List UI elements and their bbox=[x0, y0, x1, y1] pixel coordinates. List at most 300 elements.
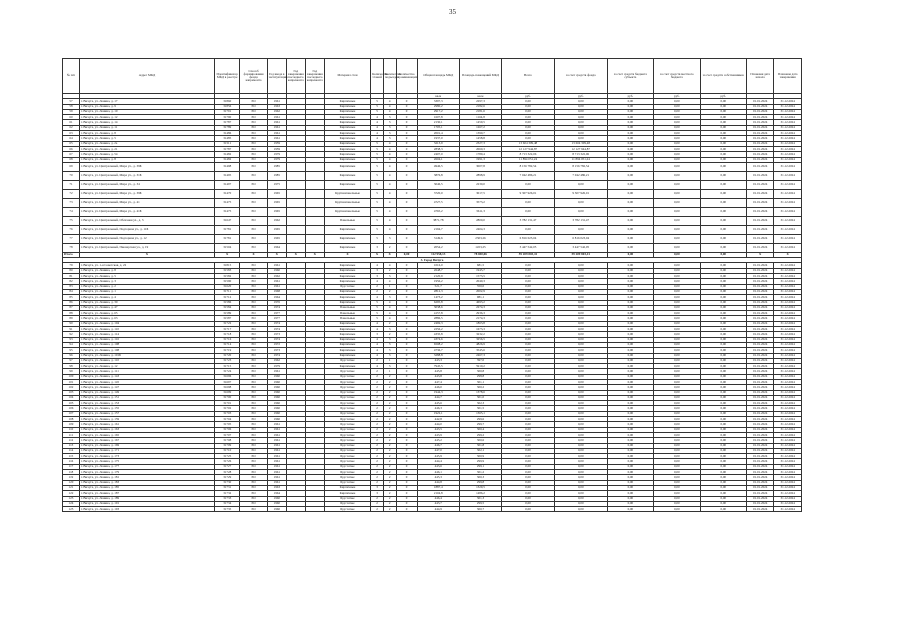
cell-a1: 2648,7 bbox=[417, 268, 459, 273]
cell-f4: 0,00 bbox=[700, 207, 746, 216]
empty-cell bbox=[286, 189, 305, 198]
cell-f1: 0,00 bbox=[554, 327, 607, 332]
cell-a2: 2182,6 bbox=[459, 104, 501, 109]
cell-fl: 2 bbox=[371, 496, 384, 501]
cell-f4: 0,00 bbox=[700, 374, 746, 379]
cell-f4: 0,00 bbox=[700, 234, 746, 243]
capital-repair-register-table bbox=[62, 58, 802, 512]
cell-y1: 1960 bbox=[267, 379, 286, 384]
cell-f1: 6 816 023,04 bbox=[554, 234, 607, 243]
cell-addr: г. Вичуга, ул. Ленина, д. 110 bbox=[79, 327, 214, 332]
total-cell: Х bbox=[79, 252, 214, 257]
cell-f4: 0,00 bbox=[700, 448, 746, 453]
cell-fl: 5 bbox=[371, 234, 384, 243]
cell-a1: 1705,1 bbox=[417, 125, 459, 130]
cell-wall: Брусчатые bbox=[324, 401, 370, 406]
cell-f3: 0,00 bbox=[654, 120, 700, 125]
cell-addr: г. Вичуга, ул. Центральный, Мира ул., д. 41 bbox=[79, 198, 214, 207]
cell-fl: 2 bbox=[371, 507, 384, 512]
cell-fl: 2 bbox=[371, 369, 384, 374]
cell-addr: г. Вичуга, ул. Ленина, д. 171 bbox=[79, 448, 214, 453]
cell-f1: 0,00 bbox=[554, 491, 607, 496]
cell-a2: 981,1 bbox=[459, 295, 501, 300]
cell-id: 31712 bbox=[215, 295, 240, 300]
cell-fl: 2 bbox=[371, 422, 384, 427]
cell-form: РО bbox=[240, 274, 267, 279]
cell-f2: 0,00 bbox=[607, 448, 653, 453]
total-cell: 0,00 bbox=[654, 252, 700, 257]
cell-addr: г. Вичуга, ул. Ленина, д. 191 bbox=[79, 501, 214, 506]
cell-f2: 0,00 bbox=[607, 395, 653, 400]
cell-d1: 01.01.2024 bbox=[746, 279, 773, 284]
cell-n: 90 bbox=[63, 321, 80, 326]
cell-d2: 31.12.2024 bbox=[774, 198, 802, 207]
cell-f3: 0,00 bbox=[654, 263, 700, 268]
cell-fl: 4 bbox=[371, 136, 384, 141]
cell-y1: 1960 bbox=[267, 401, 286, 406]
cell-sum: 0,00 bbox=[502, 131, 555, 136]
cell-f1: 0,00 bbox=[554, 390, 607, 395]
cell-f3: 0,00 bbox=[654, 225, 700, 234]
cell-f2: 0,00 bbox=[607, 464, 653, 469]
cell-a1: 3213,9 bbox=[417, 141, 459, 146]
cell-addr: г. Вичуга, ул. Центральный, Пионерская ул., д. 19 bbox=[79, 243, 214, 252]
cell-fl: 5 bbox=[371, 109, 384, 114]
cell-a2: 299,6 bbox=[459, 417, 501, 422]
cell-en: 4 bbox=[383, 305, 396, 310]
cell-a1: 2104,8 bbox=[417, 491, 459, 496]
cell-f2: 0,00 bbox=[607, 316, 653, 321]
cell-a1: 443,3 bbox=[417, 358, 459, 363]
cell-d2: 31.12.2024 bbox=[774, 411, 802, 416]
cell-id: 31703 bbox=[215, 411, 240, 416]
table-row bbox=[63, 207, 802, 216]
empty-cell bbox=[286, 225, 305, 234]
cell-f1: 0,00 bbox=[554, 364, 607, 369]
cell-wall: Брусчатые bbox=[324, 438, 370, 443]
cell-f4: 0,00 bbox=[700, 475, 746, 480]
cell-f1: 0,00 bbox=[554, 470, 607, 475]
cell-form: РО bbox=[240, 507, 267, 512]
cell-res: 0 bbox=[396, 496, 417, 501]
cell-f3: 0,00 bbox=[654, 180, 700, 189]
cell-en: 4 bbox=[383, 263, 396, 268]
cell-f1: 0,00 bbox=[554, 395, 607, 400]
cell-a1: 445,8 bbox=[417, 369, 459, 374]
cell-f2: 0,00 bbox=[607, 263, 653, 268]
cell-f3: 0,00 bbox=[654, 406, 700, 411]
cell-f2: 0,00 bbox=[607, 379, 653, 384]
cell-sum: 0,00 bbox=[502, 99, 555, 104]
cell-d1: 01.01.2024 bbox=[746, 311, 773, 316]
cell-fl: 2 bbox=[371, 417, 384, 422]
cell-f4: 0,00 bbox=[700, 480, 746, 485]
column-header: Количество этажей bbox=[371, 59, 384, 94]
cell-addr: г. Вичуга, ул. Ленина, д. 169 bbox=[79, 443, 214, 448]
cell-id: 31781 bbox=[215, 234, 240, 243]
cell-f4: 0,00 bbox=[700, 411, 746, 416]
cell-n: 71 bbox=[63, 180, 80, 189]
cell-en: 2 bbox=[383, 454, 396, 459]
cell-form: РО bbox=[240, 443, 267, 448]
cell-form: РО bbox=[240, 207, 267, 216]
cell-n: 68 bbox=[63, 157, 80, 162]
cell-n: 83 bbox=[63, 284, 80, 289]
cell-f1: 3 782 131,47 bbox=[554, 216, 607, 225]
cell-sum: 0,00 bbox=[502, 438, 555, 443]
cell-f3: 0,00 bbox=[654, 115, 700, 120]
cell-n: 79 bbox=[63, 263, 80, 268]
cell-id: 31787 bbox=[215, 120, 240, 125]
cell-d1: 01.01.2024 bbox=[746, 268, 773, 273]
cell-fl: 2 bbox=[371, 401, 384, 406]
cell-f3: 0,00 bbox=[654, 438, 700, 443]
cell-n: 106 bbox=[63, 406, 80, 411]
cell-res: 0 bbox=[396, 274, 417, 279]
cell-a1: 3720,0 bbox=[417, 189, 459, 198]
cell-wall: Кирпичные bbox=[324, 491, 370, 496]
cell-form: РО bbox=[240, 216, 267, 225]
cell-f2: 0,00 bbox=[607, 496, 653, 501]
cell-wall: Брусчатые bbox=[324, 369, 370, 374]
cell-form: РО bbox=[240, 417, 267, 422]
cell-wall: Панельные bbox=[324, 316, 370, 321]
total-cell: Х bbox=[383, 252, 396, 257]
cell-a1: 1016,0 bbox=[417, 263, 459, 268]
cell-f4: 0,00 bbox=[700, 115, 746, 120]
cell-y1: 1961 bbox=[267, 459, 286, 464]
cell-fl: 5 bbox=[371, 316, 384, 321]
cell-f1: 0,00 bbox=[554, 459, 607, 464]
cell-id: 31582 bbox=[215, 274, 240, 279]
cell-f1: 0,00 bbox=[554, 207, 607, 216]
cell-f1: 11 894 051,24 bbox=[554, 157, 607, 162]
cell-f3: 0,00 bbox=[654, 427, 700, 432]
cell-f3: 0,00 bbox=[654, 348, 700, 353]
cell-d1: 01.01.2024 bbox=[746, 496, 773, 501]
cell-form: РО bbox=[240, 279, 267, 284]
cell-id: 31719 bbox=[215, 348, 240, 353]
cell-y1: 1961 bbox=[267, 284, 286, 289]
cell-res: 0 bbox=[396, 454, 417, 459]
cell-form: РО bbox=[240, 305, 267, 310]
cell-id: 31724 bbox=[215, 369, 240, 374]
cell-wall: Кирпичные bbox=[324, 300, 370, 305]
cell-f4: 0,00 bbox=[700, 180, 746, 189]
cell-f3: 0,00 bbox=[654, 131, 700, 136]
cell-res: 0 bbox=[396, 316, 417, 321]
cell-fl: 4 bbox=[371, 353, 384, 358]
cell-wall: Брусчатые bbox=[324, 358, 370, 363]
unit-cell: руб. bbox=[554, 94, 607, 99]
cell-sum: 0,00 bbox=[502, 109, 555, 114]
table-row bbox=[63, 234, 802, 243]
cell-d1: 01.01.2024 bbox=[746, 146, 773, 151]
cell-f2: 0,00 bbox=[607, 364, 653, 369]
empty-cell bbox=[286, 216, 305, 225]
cell-a2: 299,9 bbox=[459, 459, 501, 464]
cell-y1: 1973 bbox=[267, 348, 286, 353]
cell-en: 2 bbox=[383, 470, 396, 475]
cell-wall: Кирпичные bbox=[324, 131, 370, 136]
cell-y1: 1974 bbox=[267, 305, 286, 310]
cell-form: РО bbox=[240, 427, 267, 432]
cell-a2: 299,8 bbox=[459, 480, 501, 485]
cell-d1: 01.01.2024 bbox=[746, 374, 773, 379]
cell-form: РО bbox=[240, 162, 267, 171]
cell-f3: 0,00 bbox=[654, 485, 700, 490]
cell-fl: 2 bbox=[371, 432, 384, 437]
cell-en: 2 bbox=[383, 507, 396, 512]
cell-fl: 2 bbox=[371, 427, 384, 432]
cell-f2: 0,00 bbox=[607, 225, 653, 234]
cell-f4: 0,00 bbox=[700, 348, 746, 353]
cell-f1: 0,00 bbox=[554, 136, 607, 141]
cell-a2: 4826,9 bbox=[459, 342, 501, 347]
cell-res: 0 bbox=[396, 342, 417, 347]
cell-d2: 31.12.2024 bbox=[774, 459, 802, 464]
cell-en: 3 bbox=[383, 274, 396, 279]
cell-en: 2 bbox=[383, 379, 396, 384]
cell-sum: 0,00 bbox=[502, 353, 555, 358]
cell-wall: Кирпичные bbox=[324, 146, 370, 151]
cell-d1: 01.01.2024 bbox=[746, 464, 773, 469]
cell-n: 115 bbox=[63, 454, 80, 459]
cell-form: РО bbox=[240, 485, 267, 490]
cell-n: 65 bbox=[63, 141, 80, 146]
cell-f1: 0,00 bbox=[554, 417, 607, 422]
cell-sum: 8 156 782,54 bbox=[502, 162, 555, 171]
cell-form: РО bbox=[240, 120, 267, 125]
cell-form: РО bbox=[240, 300, 267, 305]
cell-f1: 0,00 bbox=[554, 379, 607, 384]
cell-n: 80 bbox=[63, 268, 80, 273]
cell-en: 4 bbox=[383, 157, 396, 162]
cell-sum: 0,00 bbox=[502, 316, 555, 321]
cell-a1: 3046,5 bbox=[417, 180, 459, 189]
cell-en: 2 bbox=[383, 496, 396, 501]
cell-a1: 2917,2 bbox=[417, 109, 459, 114]
cell-en: 2 bbox=[383, 427, 396, 432]
cell-a1: 2120,9 bbox=[417, 274, 459, 279]
cell-d1: 01.01.2024 bbox=[746, 327, 773, 332]
cell-y1: 1961 bbox=[267, 125, 286, 130]
cell-f3: 0,00 bbox=[654, 390, 700, 395]
total-cell: Х bbox=[215, 252, 240, 257]
cell-y1: 1985 bbox=[267, 162, 286, 171]
cell-fl: 5 bbox=[371, 141, 384, 146]
cell-y1: 1963 bbox=[267, 485, 286, 490]
cell-en: 1 bbox=[383, 369, 396, 374]
cell-d1: 01.01.2024 bbox=[746, 216, 773, 225]
empty-cell bbox=[286, 198, 305, 207]
cell-a2: 299,1 bbox=[459, 464, 501, 469]
cell-f3: 0,00 bbox=[654, 374, 700, 379]
cell-res: 0 bbox=[396, 115, 417, 120]
cell-form: РО bbox=[240, 234, 267, 243]
cell-f4: 0,00 bbox=[700, 152, 746, 157]
cell-y1: 1962 bbox=[267, 109, 286, 114]
cell-f2: 0,00 bbox=[607, 475, 653, 480]
cell-d2: 31.12.2024 bbox=[774, 289, 802, 294]
cell-addr: г. Вичуга, ул. Ленина, д. 151 bbox=[79, 395, 214, 400]
cell-wall: Брусчатые bbox=[324, 374, 370, 379]
cell-f2: 0,00 bbox=[607, 422, 653, 427]
cell-sum: 3 447 542,05 bbox=[502, 243, 555, 252]
cell-y1: 1961 bbox=[267, 432, 286, 437]
cell-en: 3 bbox=[383, 342, 396, 347]
cell-addr: г. Вичуга, ул. Ленина, д. 108 bbox=[79, 342, 214, 347]
cell-res: 0 bbox=[396, 432, 417, 437]
column-header: Общая площадь МКД bbox=[417, 59, 459, 94]
cell-d2: 31.12.2024 bbox=[774, 337, 802, 342]
cell-f2: 0,00 bbox=[607, 125, 653, 130]
cell-id: 31729 bbox=[215, 475, 240, 480]
cell-d2: 31.12.2024 bbox=[774, 189, 802, 198]
cell-a1: 443,6 bbox=[417, 464, 459, 469]
cell-a1: 2130,1 bbox=[417, 120, 459, 125]
cell-sum: 0,00 bbox=[502, 358, 555, 363]
cell-a2: 2274,3 bbox=[459, 305, 501, 310]
cell-d2: 31.12.2024 bbox=[774, 305, 802, 310]
cell-fl: 5 bbox=[371, 300, 384, 305]
cell-sum: 0,00 bbox=[502, 454, 555, 459]
cell-wall: Брусчатые bbox=[324, 475, 370, 480]
cell-sum: 0,00 bbox=[502, 464, 555, 469]
cell-fl: 2 bbox=[371, 411, 384, 416]
cell-y1: 1961 bbox=[267, 427, 286, 432]
cell-d2: 31.12.2024 bbox=[774, 374, 802, 379]
cell-fl: 5 bbox=[371, 189, 384, 198]
cell-f1: 0,00 bbox=[554, 475, 607, 480]
cell-n: 58 bbox=[63, 104, 80, 109]
cell-res: 0 bbox=[396, 411, 417, 416]
cell-d1: 01.01.2024 bbox=[746, 274, 773, 279]
cell-f2: 0,00 bbox=[607, 491, 653, 496]
column-header: Количество подъездов bbox=[383, 59, 396, 94]
cell-y1: 1965 bbox=[267, 189, 286, 198]
cell-f4: 0,00 bbox=[700, 364, 746, 369]
cell-a1: 447,0 bbox=[417, 448, 459, 453]
cell-sum: 0,00 bbox=[502, 332, 555, 337]
cell-f1: 0,00 bbox=[554, 337, 607, 342]
cell-addr: г. Вичуга, ул. Ленина, д. 17 bbox=[79, 99, 214, 104]
cell-fl: 5 bbox=[371, 104, 384, 109]
cell-wall: Кирпичные bbox=[324, 157, 370, 162]
cell-sum: 12 127 944,87 bbox=[502, 146, 555, 151]
cell-fl: 2 bbox=[371, 385, 384, 390]
cell-sum: 11 894 051,24 bbox=[502, 157, 555, 162]
cell-n: 89 bbox=[63, 316, 80, 321]
cell-d2: 31.12.2024 bbox=[774, 480, 802, 485]
cell-d2: 31.12.2024 bbox=[774, 136, 802, 141]
cell-f1: 0,00 bbox=[554, 422, 607, 427]
cell-en: 2 bbox=[383, 289, 396, 294]
cell-f3: 0,00 bbox=[654, 369, 700, 374]
cell-a1: 1944,3 bbox=[417, 390, 459, 395]
cell-y1: 1977 bbox=[267, 316, 286, 321]
cell-f3: 0,00 bbox=[654, 454, 700, 459]
cell-d2: 31.12.2024 bbox=[774, 279, 802, 284]
cell-a2: 2303,26 bbox=[459, 234, 501, 243]
cell-f3: 0,00 bbox=[654, 422, 700, 427]
cell-a1: 445,3 bbox=[417, 475, 459, 480]
cell-sum: 3 782 131,47 bbox=[502, 216, 555, 225]
cell-addr: г. Вичуга, ул. Ленина, д. 47 bbox=[79, 305, 214, 310]
cell-addr: г. Вичуга, ул. Ленина, д. 189 bbox=[79, 496, 214, 501]
cell-sum: 0,00 bbox=[502, 496, 555, 501]
cell-en: 4 bbox=[383, 311, 396, 316]
cell-sum: 7 042 486,21 bbox=[502, 171, 555, 180]
cell-id: 31702 bbox=[215, 406, 240, 411]
cell-wall: Кирпичные bbox=[324, 136, 370, 141]
cell-d2: 31.12.2024 bbox=[774, 157, 802, 162]
cell-y1: 1974 bbox=[267, 353, 286, 358]
total-cell: Х bbox=[286, 252, 305, 257]
cell-f2: 0,00 bbox=[607, 485, 653, 490]
cell-fl: 2 bbox=[371, 395, 384, 400]
cell-y1: 1965 bbox=[267, 225, 286, 234]
cell-wall: Кирпичные bbox=[324, 279, 370, 284]
empty-cell bbox=[305, 234, 324, 243]
cell-f4: 0,00 bbox=[700, 136, 746, 141]
cell-f3: 0,00 bbox=[654, 480, 700, 485]
cell-f4: 0,00 bbox=[700, 198, 746, 207]
cell-d1: 01.01.2024 bbox=[746, 316, 773, 321]
cell-fl: 4 bbox=[371, 348, 384, 353]
cell-fl: 4 bbox=[371, 131, 384, 136]
cell-addr: г. Вичуга, ул. Ленина, д. 11 bbox=[79, 125, 214, 130]
cell-f1: 0,00 bbox=[554, 274, 607, 279]
cell-addr: г. Вичуга, ул. Ленина, д. 3 bbox=[79, 279, 214, 284]
cell-res: 0 bbox=[396, 358, 417, 363]
cell-addr: г. Вичуга, ул. Ленина, д. 185 bbox=[79, 485, 214, 490]
cell-a1: 3397,3 bbox=[417, 99, 459, 104]
cell-a1: 6295,8 bbox=[417, 300, 459, 305]
cell-res: 0 bbox=[396, 422, 417, 427]
cell-n: 92 bbox=[63, 332, 80, 337]
cell-a2: 3017,5 bbox=[459, 189, 501, 198]
cell-addr: г. Вичуга, ул. Ленина, д. 114 bbox=[79, 332, 214, 337]
cell-res: 0 bbox=[396, 300, 417, 305]
cell-f4: 0,00 bbox=[700, 289, 746, 294]
cell-y1: 1960 bbox=[267, 385, 286, 390]
cell-f1: 0,00 bbox=[554, 464, 607, 469]
cell-wall: Брусчатые bbox=[324, 406, 370, 411]
cell-a2: 2467,3 bbox=[459, 353, 501, 358]
cell-f2: 0,00 bbox=[607, 152, 653, 157]
cell-d1: 01.01.2024 bbox=[746, 321, 773, 326]
cell-id: 31726 bbox=[215, 459, 240, 464]
cell-y1: 1960 bbox=[267, 390, 286, 395]
cell-en: 2 bbox=[383, 385, 396, 390]
cell-form: РО bbox=[240, 146, 267, 151]
cell-sum: 0,00 bbox=[502, 115, 555, 120]
cell-en: 3 bbox=[383, 115, 396, 120]
cell-sum: 0,00 bbox=[502, 295, 555, 300]
cell-id: 31860 bbox=[215, 99, 240, 104]
cell-f2: 0,00 bbox=[607, 284, 653, 289]
cell-f4: 0,00 bbox=[700, 385, 746, 390]
cell-f2: 0,00 bbox=[607, 427, 653, 432]
cell-en: 2 bbox=[383, 321, 396, 326]
cell-sum: 0,00 bbox=[502, 491, 555, 496]
cell-en: 4 bbox=[383, 146, 396, 151]
cell-f2: 0,00 bbox=[607, 348, 653, 353]
cell-a1: 4946,5 bbox=[417, 162, 459, 171]
cell-id: 31789 bbox=[215, 125, 240, 130]
cell-f1: 0,00 bbox=[554, 358, 607, 363]
